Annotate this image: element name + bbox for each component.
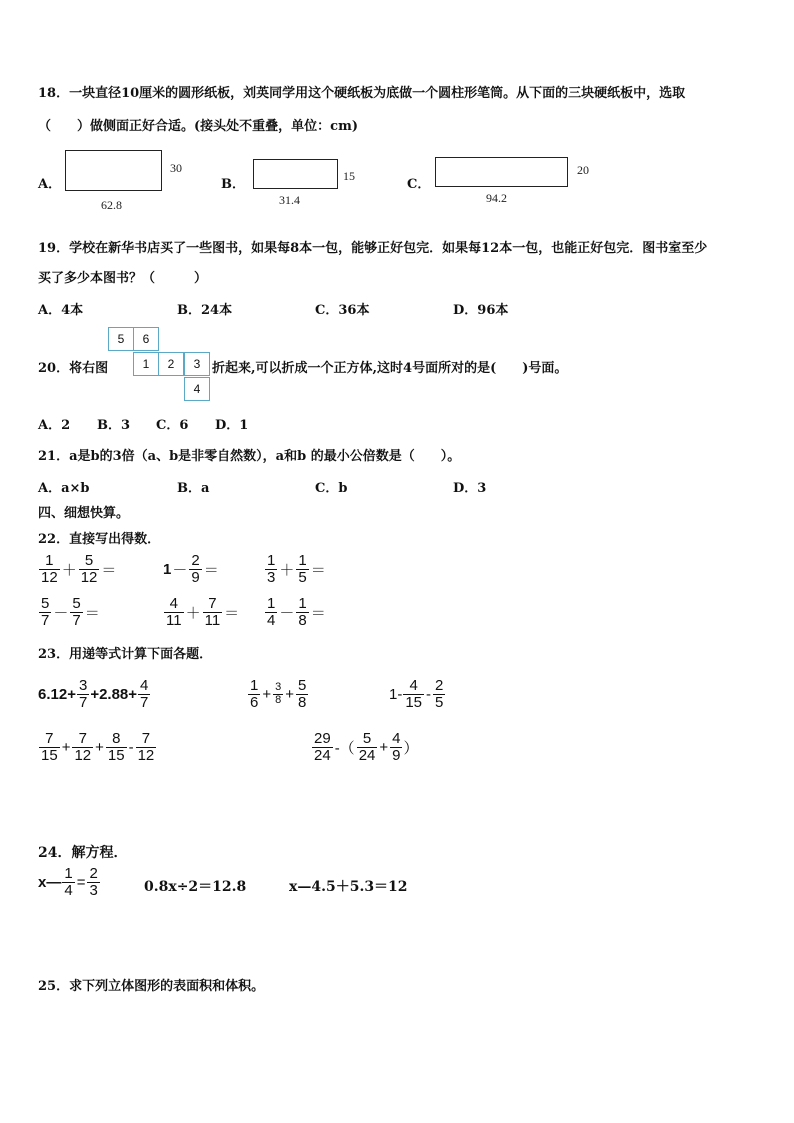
rectangle-a — [65, 150, 162, 191]
q22-item-1: $\frac{1}{12}$ ＋ $\frac{5}{12}$ ＝ — [41, 552, 117, 586]
width-label: 94.2 — [486, 191, 507, 205]
q24-equation-3: x—4.5＋5.3＝12 — [289, 879, 408, 895]
q21-option-d[interactable]: D．3 — [453, 481, 487, 496]
q23-expr-1: 6.12+ $\frac{3}{7}$ +2.88+ $\frac{4}{7}$ — [38, 677, 149, 711]
option-letter: B． — [221, 177, 245, 192]
q19-line1: 19．学校在新华书店买了一些图书，如果每8本一包，能够正好包完．如果每12本一包，也能正好包完．图书室至少 — [38, 241, 708, 256]
q18-line1: 18．一块直径10厘米的圆形纸板，刘英同学用这个硬纸板为底做一个圆柱形笔筒。从下面的三块硬纸板中，选取 — [38, 86, 686, 101]
q18-line2: （ ）做侧面正好合适。(接头处不重叠，单位：cm) — [38, 119, 358, 134]
height-label: 30 — [170, 161, 182, 175]
q23-title: 23．用递等式计算下面各题． — [38, 647, 213, 662]
rectangle-c — [435, 157, 568, 187]
q21-option-b[interactable]: B．a — [177, 481, 210, 496]
net-face-6: 6 — [133, 327, 159, 351]
net-face-4: 4 — [184, 377, 210, 401]
q22-item-2: 1 － $\frac{2}{9}$ ＝ — [163, 552, 219, 586]
net-face-5: 5 — [108, 327, 134, 351]
height-label: 15 — [343, 169, 355, 183]
q23-expr-3: 1- $\frac{4}{15}$ - $\frac{2}{5}$ — [389, 677, 444, 711]
q19-option-d[interactable]: D．96本 — [453, 303, 509, 318]
q19-line2: 买了多少本图书？（ ） — [38, 271, 208, 286]
q19-option-b[interactable]: B．24本 — [177, 303, 233, 318]
option-letter: C． — [407, 177, 431, 192]
q24-equation-2: 0.8x÷2＝12.8 — [144, 879, 247, 895]
q19-option-a[interactable]: A．4本 — [38, 303, 84, 318]
q19-option-c[interactable]: C．36本 — [315, 303, 370, 318]
height-label: 20 — [577, 163, 589, 177]
q20-option-c[interactable]: C．6 — [156, 418, 189, 433]
q22-title: 22．直接写出得数． — [38, 532, 161, 547]
q22-item-5: $\frac{4}{11}$ ＋ $\frac{7}{11}$ ＝ — [166, 595, 240, 629]
q21-text: 21．a是b的3倍（a、b是非零自然数），a和b 的最小公倍数是（ ）。 — [38, 449, 461, 464]
net-face-3: 3 — [184, 352, 210, 376]
q22-item-6: $\frac{1}{4}$ － $\frac{1}{8}$ ＝ — [267, 595, 326, 629]
width-label: 31.4 — [279, 193, 300, 207]
q24-equation-1: x— $\frac{1}{4}$ = $\frac{2}{3}$ — [38, 865, 98, 899]
q24-title: 24．解方程． — [38, 845, 128, 861]
rectangle-b — [253, 159, 338, 189]
q23-expr-2: $\frac{1}{6}$ + $\frac{3}{8}$ + $\frac{5}{8}$ — [250, 677, 307, 711]
q25-text: 25．求下列立体图形的表面积和体积。 — [38, 979, 265, 994]
option-letter: A． — [38, 177, 62, 192]
q22-item-4: $\frac{5}{7}$ － $\frac{5}{7}$ ＝ — [41, 595, 100, 629]
q21-option-a[interactable]: A．a×b — [38, 481, 90, 496]
q21-option-c[interactable]: C．b — [315, 481, 348, 496]
section-heading: 四、细想快算。 — [38, 506, 130, 521]
q22-item-3: $\frac{1}{3}$ ＋ $\frac{1}{5}$ ＝ — [267, 552, 326, 586]
q20-option-d[interactable]: D．1 — [215, 418, 249, 433]
q20-text-before: 20．将右图 — [38, 361, 109, 376]
q20-option-a[interactable]: A．2 — [38, 418, 71, 433]
net-face-1: 1 — [133, 352, 159, 376]
q20-option-b[interactable]: B．3 — [97, 418, 131, 433]
q23-expr-5: $\frac{29}{24}$ -（ $\frac{5}{24}$ + $\frac{4}{9}$ ） — [314, 730, 419, 764]
q20-text-after: 折起来,可以折成一个正方体,这时4号面所对的是( )号面。 — [212, 361, 568, 376]
width-label: 62.8 — [101, 198, 122, 212]
net-face-2: 2 — [158, 352, 184, 376]
q23-expr-4: $\frac{7}{15}$ + $\frac{7}{12}$ + $\frac{8}{15}$ - $\frac{7}{12}$ — [41, 730, 155, 764]
